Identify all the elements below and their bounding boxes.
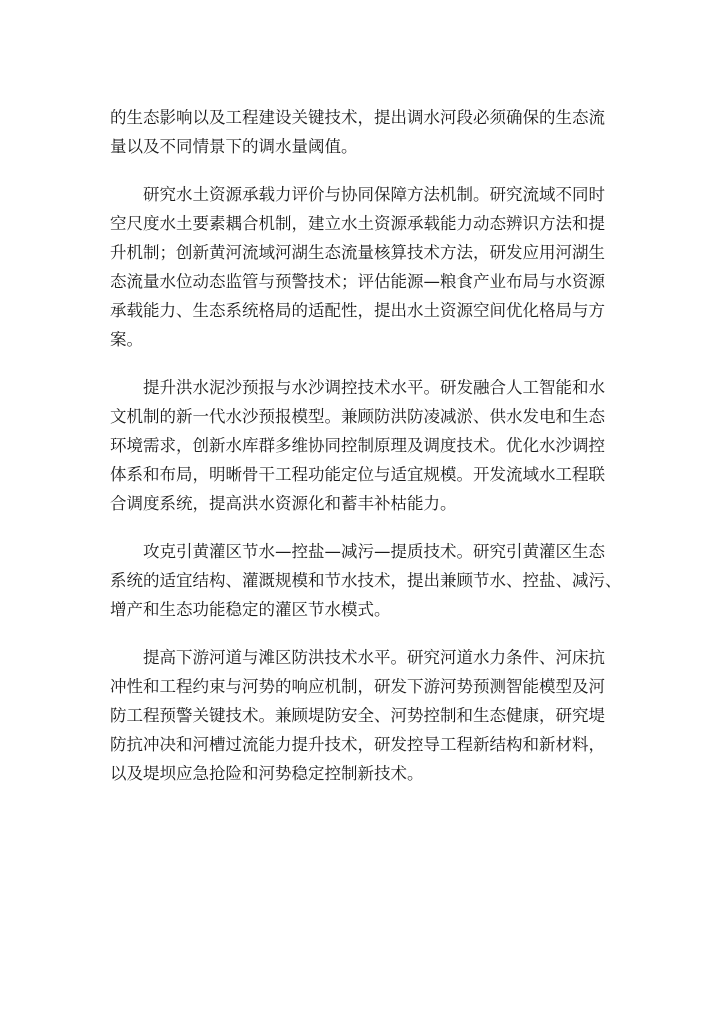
text-line: 研究水土资源承载力评价与协同保障方法机制。研究流域不同时 xyxy=(143,185,605,204)
text-line: 量以及不同情景下的调水量阈值。 xyxy=(110,137,358,156)
text-line: 文机制的新一代水沙预报模型。兼顾防洪防凌减淤、供水发电和生态 xyxy=(110,407,605,426)
text-line: 防抗冲决和河槽过流能力提升技术，研发控导工程新结构和新材料， xyxy=(110,735,605,754)
text-line: 空尺度水土要素耦合机制，建立水土资源承载能力动态辨识方法和提 xyxy=(110,214,605,233)
text-line: 系统的适宜结构、灌溉规模和节水技术，提出兼顾节水、控盐、减污、 xyxy=(110,571,622,590)
text-line: 提高下游河道与滩区防洪技术水平。研究河道水力条件、河床抗 xyxy=(143,648,605,667)
paragraph-continuation xyxy=(110,103,616,161)
text-line: 承载能力、生态系统格局的适配性，提出水土资源空间优化格局与方 xyxy=(110,301,605,320)
text-line: 提升洪水泥沙预报与水沙调控技术水平。研发融合人工智能和水 xyxy=(143,378,605,397)
text-line: 环境需求，创新水库群多维协同控制原理及调度技术。优化水沙调控 xyxy=(110,436,605,455)
text-line: 升机制；创新黄河流域河湖生态流量核算技术方法，研发应用河湖生 xyxy=(110,243,605,262)
text-line: 体系和布局，明晰骨干工程功能定位与适宜规模。开发流域水工程联 xyxy=(110,465,605,484)
text-line: 以及堤坝应急抢险和河势稳定控制新技术。 xyxy=(110,764,424,783)
paragraph-water-soil-capacity xyxy=(110,180,616,354)
text-line: 防工程预警关键技术。兼顾堤防安全、河势控制和生态健康，研究堤 xyxy=(110,706,605,725)
text-line: 的生态影响以及工程建设关键技术，提出调水河段必须确保的生态流 xyxy=(110,108,605,127)
text-line: 态流量水位动态监管与预警技术；评估能源—粮食产业布局与水资源 xyxy=(110,272,605,291)
text-line: 增产和生态功能稳定的灌区节水模式。 xyxy=(110,600,391,619)
paragraph-downstream-flood-control xyxy=(110,643,616,788)
text-line: 案。 xyxy=(110,330,143,349)
text-line: 攻克引黄灌区节水—控盐—减污—提质技术。研究引黄灌区生态 xyxy=(143,542,605,561)
paragraph-irrigation-water-saving xyxy=(110,537,622,624)
text-line: 冲性和工程约束与河势的响应机制，研发下游河势预测智能模型及河 xyxy=(110,677,605,696)
document-body xyxy=(110,103,622,788)
text-line: 合调度系统，提高洪水资源化和蓄丰补枯能力。 xyxy=(110,494,457,513)
paragraph-flood-sediment-forecast xyxy=(110,373,616,518)
